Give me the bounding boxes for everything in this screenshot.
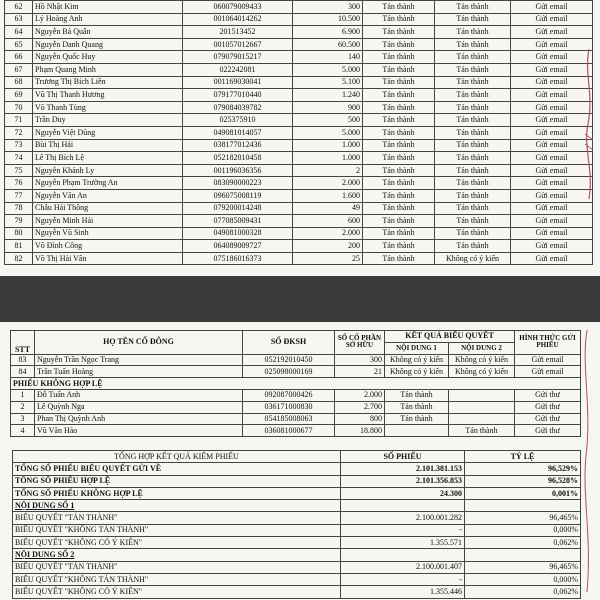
summary-label: TỔNG SỐ PHIẾU BIỂU QUYẾT GỬI VỀ [13,463,341,475]
table-row [5,215,593,228]
cell-dksh: 001064014262 [183,13,293,26]
cell-content-1: Tán thành [363,177,435,190]
table-row [5,13,593,26]
summary-label: TỔNG SỐ PHIẾU HỢP LỆ [13,475,341,487]
invalid-ballots-heading: PHIẾU KHÔNG HỢP LỆ [11,378,581,390]
summary-row [13,573,581,585]
cell-method: Gửi email [511,76,593,89]
cell-content-2 [449,413,515,425]
col-header-name: HỌ TÊN CỔ ĐÔNG [35,331,243,355]
cell-stt: 3 [11,413,35,425]
cell-content-1: Tán thành [363,240,435,253]
cell-content-1: Không có ý kiến [385,366,449,378]
cell-shares: 300 [293,1,363,14]
cell-dksh: 096075008119 [183,189,293,202]
summary-votes [341,500,465,512]
cell-content-1: Không có ý kiến [385,354,449,366]
cell-name: Nguyễn Trần Ngọc Trang [35,354,243,366]
cell-stt: 1 [11,389,35,401]
table-row [11,389,581,401]
summary-title: TỔNG HỢP KẾT QUẢ KIỂM PHIẾU [13,451,341,463]
cell-dksh: 001196036356 [183,164,293,177]
cell-stt: 80 [5,227,33,240]
summary-row [13,586,581,598]
cell-content-2: Tán thành [435,63,511,76]
cell-name: Nguyễn Minh Hải [33,215,183,228]
document-page-top [0,0,600,276]
cell-stt: 84 [11,366,35,378]
table-row [11,425,581,437]
table-row [5,51,593,64]
cell-name: Nguyễn Việt Dũng [33,126,183,139]
summary-label: BIỂU QUYẾT "KHÔNG TÁN THÀNH" [13,573,341,585]
cell-method: Gửi email [511,63,593,76]
summary-votes: 1.355.446 [341,586,465,598]
table-row [5,164,593,177]
table-row [5,202,593,215]
col-header-shares: SỐ CỔ PHẦN SỞ HỮU [335,331,385,355]
cell-content-2: Không có ý kiến [449,354,515,366]
cell-content-1: Tán thành [363,51,435,64]
cell-content-2: Tán thành [435,89,511,102]
cell-content-1: Tán thành [363,189,435,202]
col-header-stt: STT [11,331,35,355]
cell-dksh: 079177010440 [183,89,293,102]
cell-content-1: Tán thành [363,26,435,39]
summary-label: BIỂU QUYẾT "KHÔNG CÓ Ý KIẾN" [13,586,341,598]
cell-shares: 600 [293,215,363,228]
summary-ratio [465,549,581,561]
table-row [5,26,593,39]
cell-content-1: Tán thành [385,413,449,425]
cell-name: Hồ Nhật Kim [33,1,183,14]
table-row [5,227,593,240]
cell-shares: 1.000 [293,139,363,152]
cell-content-2: Tán thành [435,38,511,51]
cell-shares: 500 [293,114,363,127]
cell-stt: 66 [5,51,33,64]
cell-name: Nguyễn Vũ Sinh [33,227,183,240]
cell-dksh: 038177012436 [183,139,293,152]
summary-label: NỘI DUNG SỐ 1 [13,500,341,512]
cell-content-1: Tán thành [363,13,435,26]
cell-dksh: 064089009727 [183,240,293,253]
cell-method: Gửi email [511,13,593,26]
cell-shares: 5.100 [293,76,363,89]
cell-name: Đỗ Tuấn Anh [35,389,243,401]
cell-dksh: 079079015217 [183,51,293,64]
cell-stt: 67 [5,63,33,76]
cell-shares: 21 [335,366,385,378]
table-row [11,354,581,366]
summary-votes: 2.101.381.153 [341,463,465,475]
cell-content-1: Tán thành [363,152,435,165]
cell-stt: 83 [11,354,35,366]
cell-dksh: 049081014057 [183,126,293,139]
cell-content-1: Tán thành [363,38,435,51]
cell-stt: 62 [5,1,33,14]
summary-col-ratio: TỶ LỆ [465,451,581,463]
cell-content-1 [385,425,449,437]
cell-name: Bùi Thị Hải [33,139,183,152]
summary-label: BIỂU QUYẾT "KHÔNG CÓ Ý KIẾN" [13,537,341,549]
cell-name: Võ Đình Công [33,240,183,253]
cell-name: Nguyễn Phạm Trường An [33,177,183,190]
table-row [5,76,593,89]
summary-votes [341,549,465,561]
cell-name: Võ Thanh Tùng [33,101,183,114]
cell-content-2: Tán thành [435,1,511,14]
cell-dksh: 054185008063 [243,413,335,425]
cell-shares: 2.000 [293,227,363,240]
cell-content-2: Tán thành [435,114,511,127]
cell-name: Phạm Quang Minh [33,63,183,76]
table-row [11,366,581,378]
cell-dksh: 001057012667 [183,38,293,51]
cell-content-2: Tán thành [435,177,511,190]
section-row [11,378,581,390]
table-row [11,401,581,413]
cell-dksh: 025098000169 [243,366,335,378]
cell-shares: 18.800 [335,425,385,437]
summary-row [13,487,581,499]
cell-stt: 71 [5,114,33,127]
cell-stt: 76 [5,177,33,190]
table-row [5,89,593,102]
summary-row [13,512,581,524]
vote-summary-table [12,450,581,599]
cell-name: Châu Hải Thông [33,202,183,215]
cell-content-1: Tán thành [385,389,449,401]
summary-label: NỘI DUNG SỐ 2 [13,549,341,561]
cell-shares: 2.700 [335,401,385,413]
cell-shares: 1.240 [293,89,363,102]
cell-shares: 300 [335,354,385,366]
cell-method: Gửi email [511,101,593,114]
cell-shares: 60.500 [293,38,363,51]
summary-col-votes: SỐ PHIẾU [341,451,465,463]
cell-dksh: 052182010458 [183,152,293,165]
cell-stt: 68 [5,76,33,89]
cell-content-2: Không có ý kiến [449,366,515,378]
cell-method: Gửi email [515,366,581,378]
cell-shares: 6.900 [293,26,363,39]
summary-votes: 2.100.001.282 [341,512,465,524]
summary-votes: - [341,524,465,536]
cell-name: Nguyễn Bá Quân [33,26,183,39]
cell-name: Lê Quỳnh Nga [35,401,243,413]
col-header-result: KẾT QUẢ BIỂU QUYẾT [385,331,515,343]
cell-content-1: Tán thành [363,126,435,139]
summary-ratio: 0,000% [465,524,581,536]
shareholder-vote-table [10,330,581,437]
cell-shares: 49 [293,202,363,215]
summary-label: BIỂU QUYẾT "TÁN THÀNH" [13,561,341,573]
cell-dksh: 092087000426 [243,389,335,401]
cell-content-2: Tán thành [435,152,511,165]
cell-dksh: 079084039782 [183,101,293,114]
cell-dksh: 025375910 [183,114,293,127]
shareholder-vote-table-continued [4,0,593,265]
cell-shares: 200 [293,240,363,253]
cell-method: Gửi email [515,354,581,366]
cell-stt: 81 [5,240,33,253]
summary-ratio: 0,001% [465,487,581,499]
cell-content-2: Tán thành [435,76,511,89]
cell-dksh: 077085009431 [183,215,293,228]
cell-content-1: Tán thành [363,76,435,89]
cell-stt: 73 [5,139,33,152]
summary-ratio: 0,062% [465,586,581,598]
summary-row [13,549,581,561]
cell-dksh: 049081000328 [183,227,293,240]
cell-method: Gửi email [511,227,593,240]
cell-name: Trần Tuấn Hoàng [35,366,243,378]
cell-method: Gửi thư [515,401,581,413]
summary-ratio: 0,000% [465,573,581,585]
cell-dksh: 075186016373 [183,252,293,265]
cell-shares: 2 [293,164,363,177]
cell-stt: 70 [5,101,33,114]
cell-content-2: Tán thành [435,101,511,114]
cell-content-1: Tán thành [363,215,435,228]
cell-content-2: Tán thành [435,164,511,177]
summary-ratio: 0,062% [465,537,581,549]
cell-content-2: Tán thành [435,227,511,240]
summary-ratio: 96,529% [465,463,581,475]
summary-label: TỔNG SỐ PHIẾU KHÔNG HỢP LỆ [13,487,341,499]
cell-dksh: 036081000677 [243,425,335,437]
summary-ratio [465,500,581,512]
cell-content-1: Tán thành [363,252,435,265]
cell-content-2: Tán thành [435,202,511,215]
cell-shares: 900 [293,101,363,114]
cell-content-1: Tán thành [363,89,435,102]
cell-content-1: Tán thành [363,1,435,14]
cell-content-2: Tán thành [435,189,511,202]
summary-row [13,524,581,536]
cell-content-2: Tán thành [435,13,511,26]
summary-row [13,561,581,573]
table-row [5,189,593,202]
cell-name: Trương Thị Bích Liên [33,76,183,89]
cell-method: Gửi email [511,215,593,228]
cell-content-2: Tán thành [435,240,511,253]
cell-dksh: 060079009433 [183,1,293,14]
summary-row [13,500,581,512]
cell-content-1: Tán thành [363,227,435,240]
cell-stt: 79 [5,215,33,228]
signature-mark-icon [580,326,594,596]
summary-votes: - [341,573,465,585]
table-row [5,252,593,265]
cell-stt: 65 [5,38,33,51]
summary-row [13,463,581,475]
summary-row [13,475,581,487]
cell-stt: 2 [11,401,35,413]
cell-stt: 82 [5,252,33,265]
cell-shares: 140 [293,51,363,64]
cell-stt: 64 [5,26,33,39]
cell-stt: 78 [5,202,33,215]
cell-shares: 2.000 [335,389,385,401]
table-row [5,101,593,114]
cell-dksh: 036171000830 [243,401,335,413]
cell-content-2 [449,389,515,401]
cell-method: Gửi email [511,26,593,39]
cell-name: Võ Thị Hải Vân [33,252,183,265]
summary-votes: 2.100.001.407 [341,561,465,573]
cell-shares: 1.000 [293,152,363,165]
cell-method: Gửi email [511,152,593,165]
table-row [5,63,593,76]
cell-method: Gửi email [511,126,593,139]
cell-stt: 72 [5,126,33,139]
cell-stt: 74 [5,152,33,165]
cell-shares: 2.000 [293,177,363,190]
cell-dksh: 052192010450 [243,354,335,366]
cell-method: Gửi email [511,51,593,64]
cell-method: Gửi email [511,202,593,215]
cell-content-1: Tán thành [363,202,435,215]
cell-method: Gửi email [511,1,593,14]
col-header-content-2: NỘI DUNG 2 [449,342,515,354]
cell-content-1: Tán thành [385,401,449,413]
cell-content-1: Tán thành [363,101,435,114]
cell-shares: 10.500 [293,13,363,26]
summary-label: BIỂU QUYẾT "KHÔNG TÁN THÀNH" [13,524,341,536]
cell-method: Gửi thư [515,389,581,401]
cell-method: Gửi email [511,240,593,253]
cell-method: Gửi email [511,252,593,265]
cell-name: Nguyễn Quốc Huy [33,51,183,64]
table-row [5,1,593,14]
cell-method: Gửi email [511,89,593,102]
cell-name: Trần Duy [33,114,183,127]
table-row [5,126,593,139]
cell-content-1: Tán thành [363,63,435,76]
summary-votes: 24.300 [341,487,465,499]
cell-method: Gửi thư [515,425,581,437]
cell-name: Nguyễn Khánh Ly [33,164,183,177]
cell-name: Phan Thị Quỳnh Anh [35,413,243,425]
cell-shares: 25 [293,252,363,265]
table-row [5,38,593,51]
cell-method: Gửi email [511,164,593,177]
cell-method: Gửi email [511,114,593,127]
cell-content-2: Không có ý kiến [435,252,511,265]
cell-method: Gửi email [511,139,593,152]
summary-label: BIỂU QUYẾT "TÁN THÀNH" [13,512,341,524]
cell-content-2: Tán thành [435,215,511,228]
cell-dksh: 001169030041 [183,76,293,89]
summary-ratio: 96,465% [465,561,581,573]
cell-name: Lê Thị Bích Lệ [33,152,183,165]
cell-method: Gửi thư [515,413,581,425]
cell-content-2: Tán thành [435,26,511,39]
cell-method: Gửi email [511,189,593,202]
cell-method: Gửi email [511,177,593,190]
cell-shares: 1.600 [293,189,363,202]
cell-stt: 4 [11,425,35,437]
table-row [5,177,593,190]
cell-dksh: 079200014248 [183,202,293,215]
table-row [5,152,593,165]
cell-content-1: Tán thành [363,114,435,127]
cell-name: Vũ Thị Thanh Hương [33,89,183,102]
cell-dksh: 201513452 [183,26,293,39]
signature-mark-icon [582,44,596,204]
cell-shares: 800 [335,413,385,425]
table-row [5,139,593,152]
cell-content-2 [449,401,515,413]
summary-votes: 1.355.571 [341,537,465,549]
cell-name: Lý Hoàng Anh [33,13,183,26]
summary-ratio: 96,465% [465,512,581,524]
cell-content-2: Tán thành [435,51,511,64]
cell-shares: 5.000 [293,126,363,139]
cell-content-2: Tán thành [435,139,511,152]
summary-ratio: 96,528% [465,475,581,487]
document-page-bottom [0,322,600,600]
cell-shares: 5.000 [293,63,363,76]
cell-name: Nguyễn Danh Quang [33,38,183,51]
cell-dksh: 083090000223 [183,177,293,190]
summary-votes: 2.101.356.853 [341,475,465,487]
table-row [5,114,593,127]
cell-method: Gửi email [511,38,593,51]
cell-name: Nguyễn Văn An [33,189,183,202]
cell-stt: 69 [5,89,33,102]
summary-row [13,537,581,549]
col-header-content-1: NỘI DUNG 1 [385,342,449,354]
cell-stt: 77 [5,189,33,202]
col-header-dksh: SỐ ĐKSH [243,331,335,355]
cell-content-1: Tán thành [363,164,435,177]
col-header-method: HÌNH THỨC GỬI PHIẾU [515,331,581,355]
cell-content-2: Tán thành [449,425,515,437]
cell-name: Vũ Văn Hảo [35,425,243,437]
cell-dksh: 022242081 [183,63,293,76]
cell-stt: 63 [5,13,33,26]
cell-stt: 75 [5,164,33,177]
table-row [5,240,593,253]
cell-content-2: Tán thành [435,126,511,139]
cell-content-1: Tán thành [363,139,435,152]
table-row [11,413,581,425]
